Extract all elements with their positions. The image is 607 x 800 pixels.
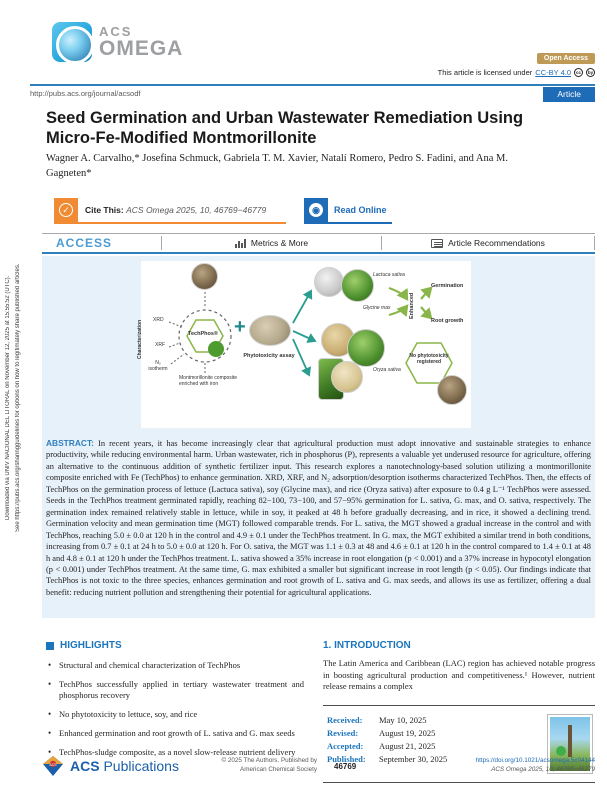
page-footer	[42, 753, 595, 789]
highlights-section	[46, 640, 304, 766]
n2-isotherm-label: N₂ isotherm	[148, 360, 168, 372]
enhanced-label: Enhanced	[409, 292, 415, 319]
no-phytotoxicity-label: No phytotoxicity registered	[409, 353, 449, 365]
oryza-label: Oryza sativa	[373, 367, 401, 373]
germination-label: Germination	[431, 283, 464, 289]
cc-by-link[interactable]: CC-BY 4.0	[535, 68, 571, 77]
characterization-label: Characterization	[137, 319, 143, 359]
accepted-label: Accepted:	[327, 740, 364, 751]
cite-this-ref: ACS Omega 2025, 10, 46769−46779	[126, 205, 267, 215]
introduction-title: 1. INTRODUCTION	[323, 640, 411, 651]
received-date: May 10, 2025	[379, 714, 427, 725]
cite-check-icon: ✓	[54, 198, 78, 222]
header-rule	[30, 84, 595, 86]
assay-label: Phytotoxicity assay	[243, 353, 295, 359]
copyright-notice: © 2025 The Authors. Published by American Chemical Society	[221, 757, 317, 773]
recommendations-link[interactable]	[382, 236, 595, 250]
recommendations-label: Article Recommendations	[448, 238, 545, 248]
access-link[interactable]	[42, 236, 162, 250]
revised-label: Revised:	[327, 727, 359, 738]
read-online-button[interactable]	[304, 198, 392, 224]
download-notice-line1: Downloaded via UNIV NACIONAL DEL LITORAL on November 12, 2025 at 15:55:52 (UTC).	[5, 275, 11, 520]
highlight-item: • Enhanced germination and root growth of L. sativa and G. max seeds	[46, 728, 304, 739]
journal-citation: ACS Omega 2025, 10, 46769−46779	[491, 766, 595, 774]
rice-seeds-photo	[331, 361, 363, 393]
author-list: Wagner A. Carvalho,* Josefina Schmuck, Gabriela T. M. Xavier, Natalí Romero, Pedro S. Fadini, and Ana M. Gagneten*	[46, 153, 508, 179]
acs-publications-logo	[42, 755, 179, 777]
graphical-abstract-shapes	[141, 261, 471, 428]
acs-omega-logo-text	[99, 25, 183, 59]
root-growth-label: Root growth	[431, 318, 464, 324]
read-online-icon: ◉	[304, 198, 328, 222]
acs-publications-text: ACS Publications	[70, 758, 179, 774]
download-notice	[2, 140, 24, 655]
petri-dish-photo	[314, 267, 344, 297]
cc-by-icon: by	[587, 70, 594, 75]
open-access-badge: Open Access	[537, 53, 595, 64]
abstract-body: In recent years, it has become increasingly clear that agricultural production must adopt innovative and sustainable strategies to enhance productivity, while reducing environmental harm. Urban wastewater, rich in phosphorus (P), represents a valuable yet underused resource for agriculture, offering an alternative to the continuous addition of synthetic fertilizer input. This research explores a nanotechnology-based solution utilizing a montmorillonite composite enriched with Fe (TechPhos) to enhance germination. XRD, XRF, and N₂ adsorption/desorption isotherms characterized TechPhos. Then, the effects of TechPhos on the germination process of lettuce (Lactuca sativa), soy (Glycine max), and rice (Oryza sativa) after exposure to 0.4 g L⁻¹ TechPhos were assessed. Seeds in the TechPhos treatment germinated rapidly, reaching 82−100, 73−100, and 57−95% germination for L. sativa, G. max, and O. sativa, respectively. The germination index remained relatively stable in lettuce, while in soy, it peaked at 48 h before gradually decreasing, and in rice, it showed a declining trend. Germination velocity and mean germination time (MGT) followed comparable trends. For L. sativa, the MGT showed a gradual increase in the control and with TechPhos, reaching 5.0 ± 0.0 at 120 h in the control and 4.9 ± 0.1 under the TechPhos treatment. In G. max, the MGT exhibited a similar trend in both conditions, increasing from 0.7 ± 0.1 at 24 h to 5.0 ± 0.0 at 120 h. For O. sativa, the MGT was 1.1 ± 0.3 at 48 and 4.6 ± 0.1 at 120 h in the control compared to 1.4 ± 0.1 at 48 h and 4.8 ± 0.1 at 120 h under the TechPhos treatment. L. sativa showed a 35% increase in root elongation (p < 0.001) and a 37% increase in hypocotyl elongation (p < 0.001) under TechPhos treatment. At the same time, G. max exhibited a smaller but significant increase in root length (p < 0.05). Our findings indicate that TechPhos is not toxic to the three species, enhances germination and root growth of L. sativa and G. max seeds, and allows its use as fertilizer, offering a dual benefit: reducing nutrient pollution and strengthening their potential for agricultural applications.	[46, 439, 591, 597]
article-title: Seed Germination and Urban Wastewater Remediation Using Micro-Fe-Modified Montmorillonite	[46, 109, 524, 148]
cite-this-button[interactable]	[54, 198, 286, 224]
footer-citation-block	[476, 756, 595, 775]
received-label: Received:	[327, 714, 363, 725]
xrd-label: XRD	[153, 317, 164, 323]
cc-icon: cc	[575, 70, 581, 75]
published-date: September 30, 2025	[379, 753, 448, 764]
license-text: This article is licensed under	[437, 68, 533, 77]
published-label: Published:	[327, 753, 366, 764]
article-type-badge: Article	[543, 87, 595, 102]
graphical-abstract	[137, 261, 471, 428]
highlight-item: • TechPhos-sludge composite, as a novel slow-release nutrient delivery	[46, 747, 304, 758]
abstract-panel	[42, 256, 595, 618]
accepted-date: August 21, 2025	[379, 740, 436, 751]
result-seeds-photo	[437, 375, 467, 405]
highlights-list	[46, 660, 304, 758]
read-online-label: Read Online	[334, 205, 387, 215]
metrics-link[interactable]	[162, 236, 382, 250]
lettuce-photo	[341, 269, 374, 302]
bar-chart-icon	[235, 239, 246, 248]
introduction-text: The Latin America and Caribbean (LAC) region has achieved notable progress in boosting agricultural production and competitiveness.¹ However, nutrient release remains a complex	[323, 658, 595, 691]
abstract-label: ABSTRACT:	[46, 438, 94, 448]
glycine-label: Glycine max	[363, 305, 391, 311]
journal-url-link[interactable]: http://pubs.acs.org/journal/acsodf	[30, 89, 141, 98]
cite-read-row	[54, 198, 392, 224]
access-label: ACCESS	[56, 236, 113, 250]
lactuca-label: Lactuca sativa	[373, 272, 405, 278]
highlights-title: HIGHLIGHTS	[60, 640, 122, 651]
seed-photo	[249, 315, 291, 346]
montmorillonite-photo	[191, 263, 218, 290]
access-bar	[42, 233, 595, 254]
highlights-heading	[46, 640, 304, 651]
acs-omega-logo	[52, 22, 183, 62]
section-square-icon	[46, 642, 54, 650]
cite-this-label: Cite This:	[85, 205, 124, 215]
logo-acs-text: ACS	[99, 24, 133, 39]
highlight-item: • TechPhos successfully applied in tertiary wastewater treatment and phosphorus recovery	[46, 679, 304, 701]
plus-icon: +	[234, 316, 246, 338]
cite-this-text	[78, 205, 266, 215]
xrf-label: XRF	[155, 342, 165, 348]
download-notice-line2: See https://pubs.acs.org/sharingguidelines for options on how to legitimately share published articles.	[15, 263, 21, 532]
metrics-label: Metrics & More	[250, 238, 309, 248]
acs-omega-logo-icon	[52, 22, 92, 62]
accepted-row	[327, 740, 447, 753]
logo-omega-text: OMEGA	[99, 37, 184, 60]
page-number: 46769	[334, 762, 357, 771]
highlight-item: • Structural and chemical characterization of TechPhos	[46, 660, 304, 671]
acs-publications-diamond-icon	[42, 755, 64, 777]
received-row	[327, 714, 447, 727]
license-line	[438, 68, 595, 77]
revised-row	[327, 727, 447, 740]
svg-text:ACS: ACS	[49, 763, 57, 767]
techphos-label: TechPhos®	[188, 331, 218, 337]
recommendations-icon	[431, 239, 443, 248]
introduction-heading	[323, 640, 595, 651]
doi-link[interactable]: https://doi.org/10.1021/acsomega.5c04144	[475, 757, 595, 764]
abstract-text	[46, 438, 591, 598]
montmorillonite-caption: Montmorillonite composite enriched with iron	[179, 375, 238, 387]
revised-date: August 19, 2025	[379, 727, 436, 738]
highlight-item: • No phytotoxicity to lettuce, soy, and rice	[46, 709, 304, 720]
